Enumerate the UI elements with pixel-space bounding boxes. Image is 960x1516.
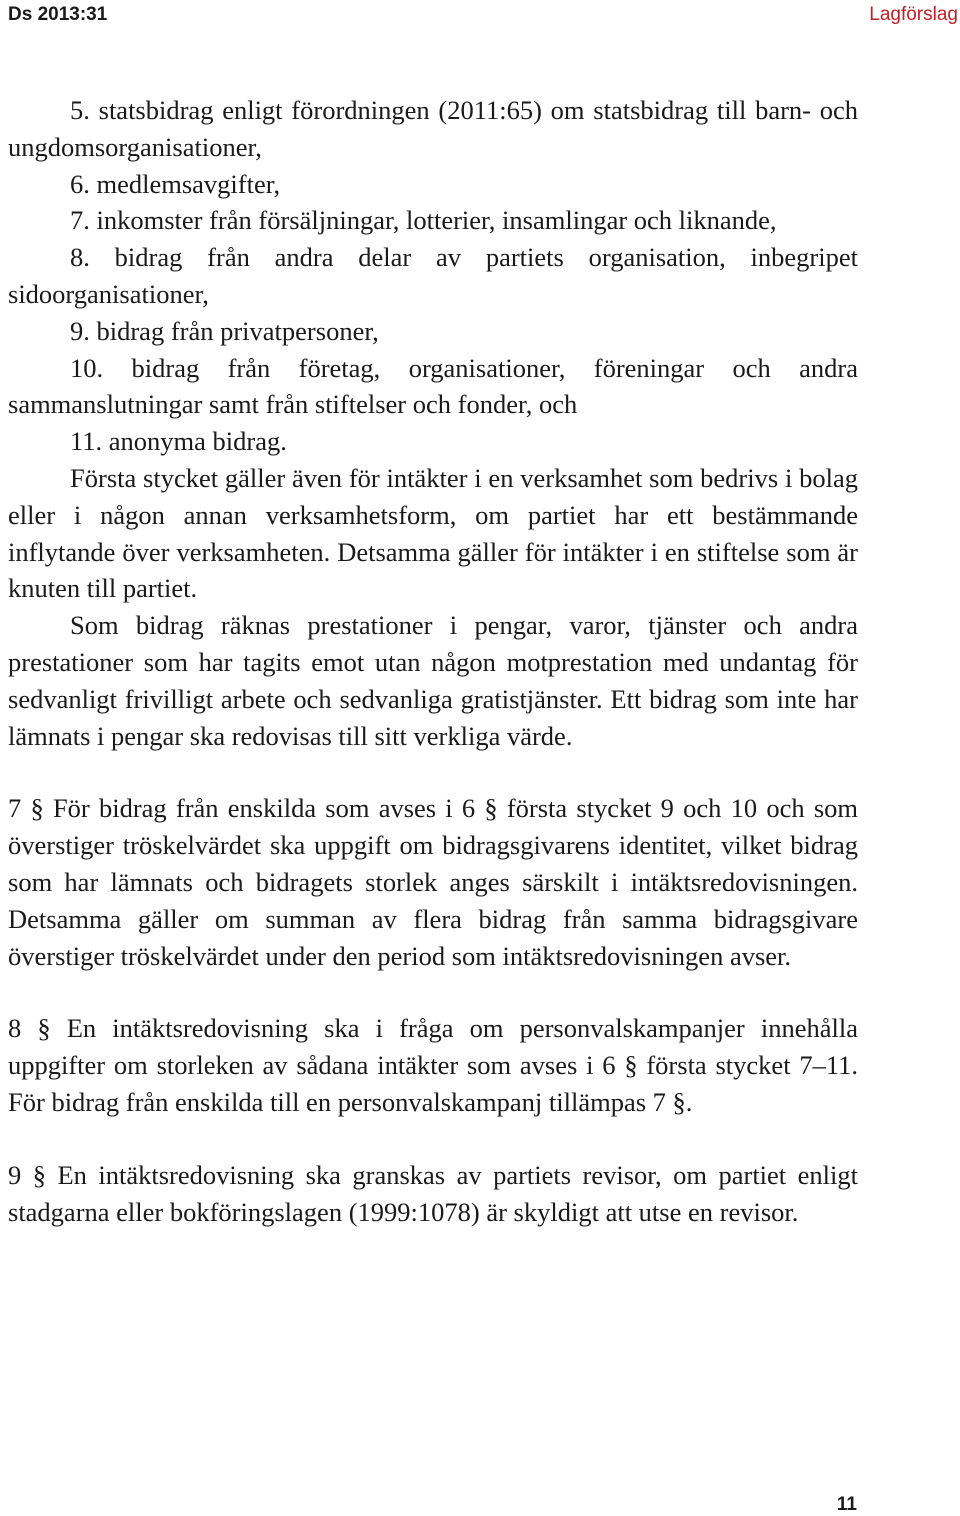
- page-number: 11: [836, 1494, 857, 1515]
- list-item-7: 7. inkomster från försäljningar, lotterier, insamlingar och liknande,: [70, 205, 777, 236]
- list-item-11: 11. anonyma bidrag.: [70, 426, 287, 457]
- section-9: 9 § En intäktsredovisning ska granskas av partiets revisor, om partiet enligt stadgarna eller bokföringslagen (1999:1078) är skyldigt att utse en revisor.: [8, 1159, 858, 1227]
- section-7: 7 § För bidrag från enskilda som avses i 6 § första stycket 9 och 10 och som överstiger tröskelvärdet ska uppgift om bidragsgivarens identitet, vilket bidrag som har lämnats och bidragets storlek anges särskilt i intäktsredovisningen. Detsamma gäller om summan av flera bidrag från samma bidragsgivare överstiger tröskelvärdet under den period som intäktsredovisningen avser.: [8, 793, 858, 971]
- paragraph-intakter-verksamhet: Första stycket gäller även för intäkter i en verksamhet som bedrivs i bolag eller i någon annan verksamhetsform, om partiet har ett bestämmande inflytande över verksamheten. Detsamma gäller för intäkter i en stiftelse som är knuten till partiet.: [8, 462, 858, 604]
- list-item-8: 8. bidrag från andra delar av partiets organisation, inbegripet sidoorganisationer,: [8, 242, 858, 309]
- list-item-6: 6. medlemsavgifter,: [70, 168, 281, 199]
- document-id: Ds 2013:31: [8, 4, 108, 25]
- paragraph-bidrag-definition: Som bidrag räknas prestationer i pengar, varor, tjänster och andra prestationer som har tagits emot utan någon motprestation med undantag för sedvanligt frivilligt arbete och sedvanliga gratistjänster. Ett bidrag som inte har lämnats i pengar ska redovisas till sitt verkliga värde.: [8, 610, 858, 751]
- section-label: Lagförslag: [869, 4, 958, 25]
- list-item-5: 5. statsbidrag enligt förordningen (2011:65) om statsbidrag till barn- och ungdomsorganisationer,: [8, 95, 858, 162]
- section-8: 8 § En intäktsredovisning ska i fråga om personvalskampanjer innehålla uppgifter om storleken av sådana intäkter som avses i 6 § första stycket 7–11. För bidrag från enskilda till en personvalskampanj tillämpas 7 §.: [8, 1013, 858, 1117]
- list-item-9: 9. bidrag från privatpersoner,: [70, 315, 379, 346]
- list-item-10: 10. bidrag från företag, organisationer, föreningar och andra sammanslutningar samt från stiftelser och fonder, och: [8, 352, 858, 420]
- document-body: [8, 92, 858, 1230]
